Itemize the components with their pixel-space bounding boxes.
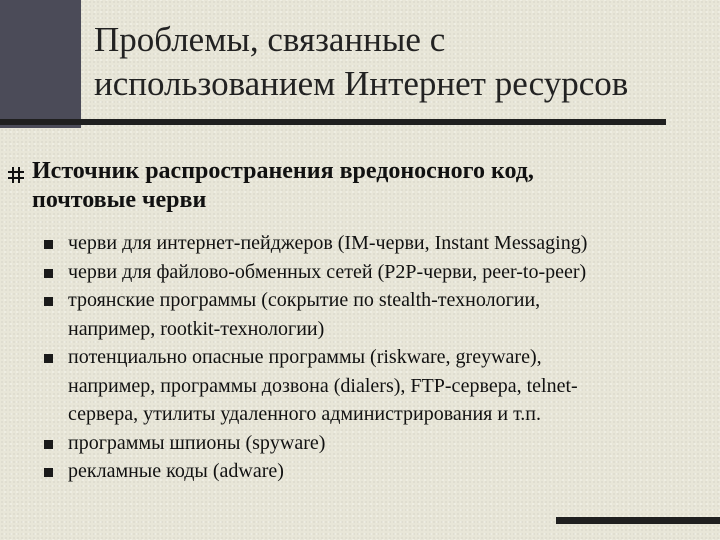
list-item-line: троянские программы (сокрытие по stealth-технологии, [68,289,541,311]
list-item-line: сервера, утилиты удаленного администрирования и т.п. [68,403,542,425]
main-bullet-text [32,157,708,215]
list-item [44,429,704,458]
list-item-line: программы шпионы (spyware) [68,431,326,454]
square-bullet-icon [44,269,53,278]
list-item [44,286,704,343]
square-bullet-icon [44,240,53,249]
list-item-line: рекламные коды (adware) [68,460,284,482]
list-item-line: черви для интернет-пейджеров (IM-черви, Instant Messaging) [68,232,588,254]
slide-title-line-1: Проблемы, связанные с [94,20,446,59]
list-item-line: например, rootkit-технологии) [68,317,325,340]
square-bullet-icon [44,297,53,306]
slide-title-line-2: использованием Интернет ресурсов [94,64,629,103]
square-bullet-icon [44,354,53,363]
z-bullet-icon [8,167,24,183]
list-item [44,343,704,429]
list-item [44,457,704,486]
sub-bullet-list [44,229,704,486]
list-item-line: потенциально опасные программы (riskware, greyware), [68,346,542,368]
title-accent-bar [0,0,81,128]
square-bullet-icon [44,440,53,449]
bottom-rule [556,517,720,524]
square-bullet-icon [44,468,53,477]
main-bullet-line-1: Источник распространения вредоносного код, [32,158,534,184]
list-item [44,258,704,287]
list-item [44,229,704,258]
slide-title [94,18,714,106]
list-item-line: например, программы дозвона (dialers), FTP-сервера, telnet- [68,374,578,397]
list-item-line: черви для файлово-обменных сетей (P2P-черви, peer-to-peer) [68,260,587,283]
main-bullet-line-2: почтовые черви [32,187,207,213]
title-underline-rule [0,119,666,125]
main-bullet [8,157,708,215]
